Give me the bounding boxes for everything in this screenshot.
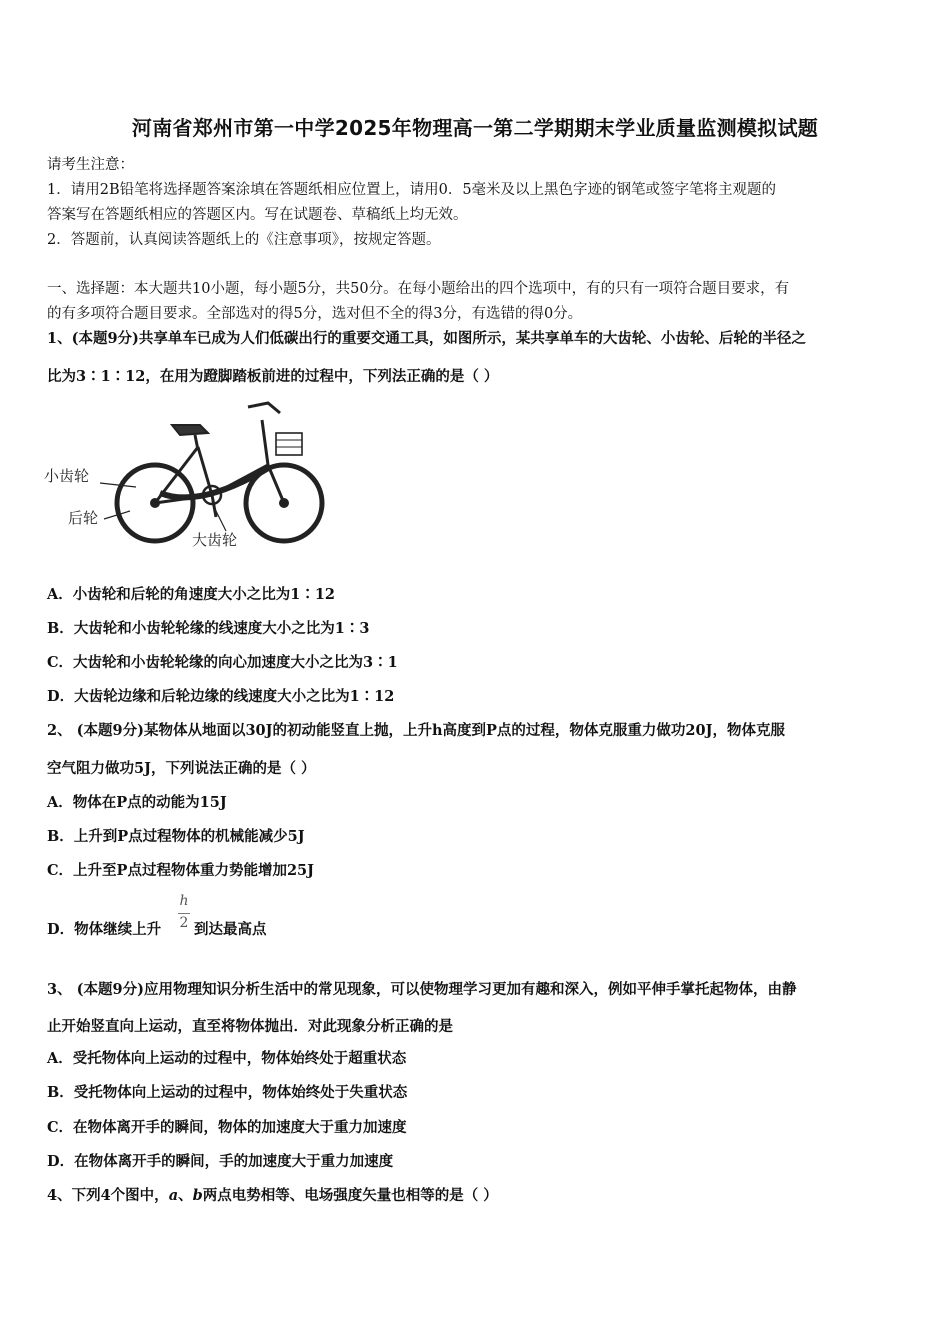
question-3-option-b: B．受托物体向上运动的过程中，物体始终处于失重状态: [47, 1084, 408, 1101]
question-3-stem: 3、 (本题9分)应用物理知识分析生活中的常见现象，可以使物理学习更加有趣和深入，例如平伸手掌托起物体，由静: [47, 981, 797, 998]
question-2-option-b: B．上升到P点过程物体的机械能减少5J: [47, 828, 305, 845]
question-1-option-b: B．大齿轮和小齿轮轮缘的线速度大小之比为1∶3: [47, 620, 370, 637]
question-4-stem-post: 两点电势相等、电场强度矢量也相等的是（ ）: [202, 1187, 498, 1204]
question-2-option-c: C．上升至P点过程物体重力势能增加25J: [47, 862, 314, 879]
question-4-stem: [47, 1184, 498, 1205]
notice-item-1-cont: 答案写在答题纸相应的答题区内。写在试题卷、草稿纸上均无效。: [47, 207, 468, 223]
fraction-numerator: h: [179, 893, 189, 909]
fraction-h-over-2: [177, 893, 191, 937]
notice-item-1: 1．请用2B铅笔将选择题答案涂填在答题纸相应位置上，请用0．5毫米及以上黑色字迹的钢笔或签字笔将主观题的: [47, 182, 777, 198]
question-1-option-a: A．小齿轮和后轮的角速度大小之比为1∶12: [47, 586, 336, 603]
question-4-sep: 、: [178, 1187, 193, 1204]
question-2-stem-cont: 空气阻力做功5J，下列说法正确的是（ ）: [47, 760, 316, 777]
question-3-option-c: C．在物体离开手的瞬间，物体的加速度大于重力加速度: [47, 1119, 407, 1136]
question-1-stem: 1、(本题9分)共享单车已成为人们低碳出行的重要交通工具，如图所示，某共享单车的大齿轮、小齿轮、后轮的半径之: [47, 330, 806, 347]
notice-item-2: 2．答题前，认真阅读答题纸上的《注意事项》，按规定答题。: [47, 232, 441, 248]
bike-basket: [276, 433, 302, 455]
fraction-denominator: 2: [179, 915, 189, 931]
question-1-option-c: C．大齿轮和小齿轮轮缘的向心加速度大小之比为3∶1: [47, 654, 398, 671]
point-a: a: [168, 1187, 179, 1204]
question-2-option-d-post: 到达最高点: [194, 921, 267, 938]
fraction-bar: [178, 913, 190, 914]
bike-seat: [172, 425, 208, 435]
question-1-stem-cont: 比为3∶1∶12，在用为蹬脚踏板前进的过程中，下列法正确的是（ ）: [47, 368, 499, 385]
question-3-option-d: D．在物体离开手的瞬间，手的加速度大于重力加速度: [47, 1153, 394, 1170]
question-1-option-d: D．大齿轮边缘和后轮边缘的线速度大小之比为1∶12: [47, 688, 395, 705]
question-3-option-a: A．受托物体向上运动的过程中，物体始终处于超重状态: [47, 1050, 407, 1067]
page-title: 河南省郑州市第一中学2025年物理高一第二学期期末学业质量监测模拟试题: [131, 116, 819, 140]
section-heading: 一、选择题：本大题共10小题，每小题5分，共50分。在每小题给出的四个选项中，有的只有一项符合题目要求，有: [47, 281, 790, 297]
bicycle-figure: [40, 395, 340, 555]
question-2-stem: 2、 (本题9分)某物体从地面以30J的初动能竖直上抛，上升h高度到P点的过程，物体克服重力做功20J，物体克服: [47, 722, 785, 739]
notice-heading: 请考生注意：: [47, 157, 134, 173]
bike-handlebar: [248, 403, 280, 413]
question-3-stem-cont: 止开始竖直向上运动，直至将物体抛出．对此现象分析正确的是: [47, 1018, 453, 1035]
question-2-option-d-pre: D．物体继续上升: [47, 921, 162, 938]
point-b: b: [192, 1187, 203, 1204]
question-2-option-a: A．物体在P点的动能为15J: [47, 794, 227, 811]
section-heading-cont: 的有多项符合题目要求。全部选对的得5分，选对但不全的得3分，有选错的得0分。: [47, 306, 583, 322]
label-big-gear: 大齿轮: [192, 531, 238, 549]
label-rear-wheel: 后轮: [68, 509, 99, 527]
question-4-stem-pre: 4、下列4个图中，: [47, 1187, 169, 1204]
label-small-gear: 小齿轮: [44, 467, 90, 485]
